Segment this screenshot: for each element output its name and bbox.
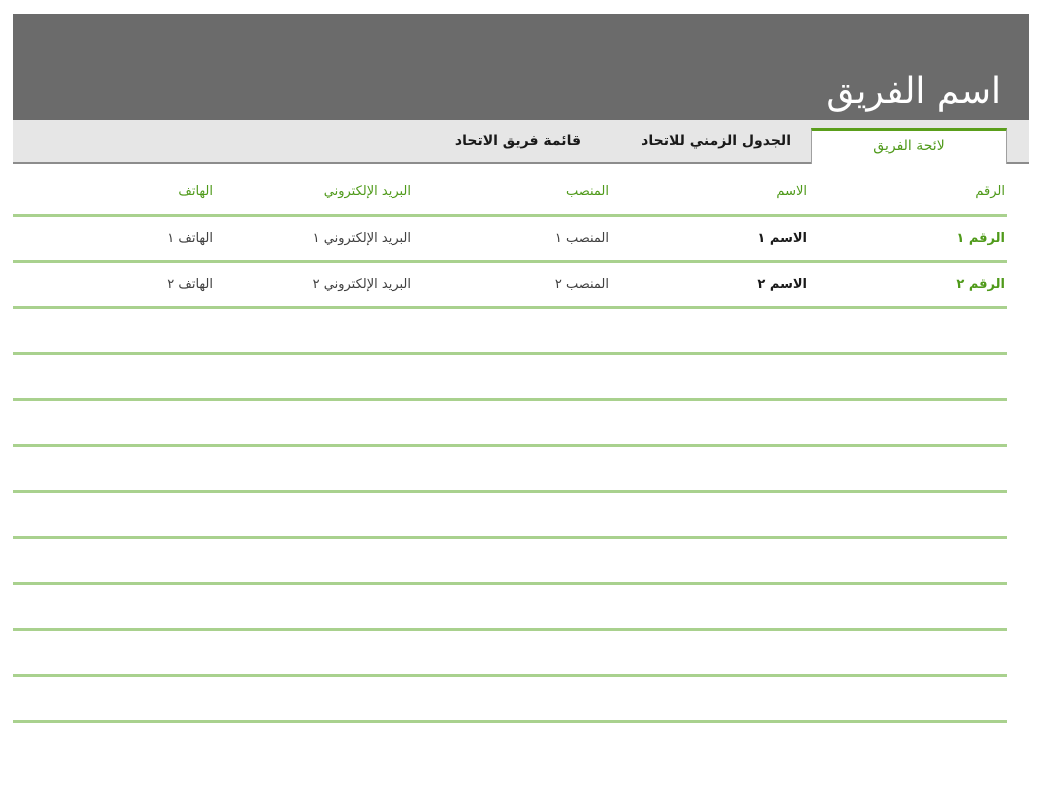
empty-row[interactable]	[13, 631, 1007, 677]
tab-league-team-list[interactable]: قائمة فريق الاتحاد	[454, 133, 581, 149]
roster-table	[13, 170, 1007, 723]
header-name: الاسم	[776, 184, 807, 199]
table-header-row	[13, 170, 1007, 217]
cell-email[interactable]: البريد الإلكتروني ١	[312, 231, 411, 246]
cell-position[interactable]: المنصب ٢	[554, 277, 609, 292]
header-number: الرقم	[975, 184, 1005, 199]
header-email: البريد الإلكتروني	[323, 184, 411, 199]
cell-name[interactable]: الاسم ٢	[757, 277, 807, 292]
empty-row[interactable]	[13, 585, 1007, 631]
cell-name[interactable]: الاسم ١	[757, 231, 807, 246]
empty-row[interactable]	[13, 355, 1007, 401]
team-title[interactable]: اسم الفريق	[826, 71, 1001, 112]
empty-row[interactable]	[13, 539, 1007, 585]
cell-email[interactable]: البريد الإلكتروني ٢	[312, 277, 411, 292]
team-header	[13, 14, 1029, 120]
cell-number[interactable]: الرقم ١	[956, 231, 1005, 246]
tab-league-schedule[interactable]: الجدول الزمني للاتحاد	[641, 133, 791, 149]
cell-phone[interactable]: الهاتف ١	[167, 231, 213, 246]
header-phone: الهاتف	[178, 184, 213, 199]
empty-row[interactable]	[13, 447, 1007, 493]
empty-row[interactable]	[13, 493, 1007, 539]
sheet-tabs	[13, 120, 1029, 164]
cell-position[interactable]: المنصب ١	[554, 231, 609, 246]
cell-number[interactable]: الرقم ٢	[956, 277, 1005, 292]
cell-phone[interactable]: الهاتف ٢	[167, 277, 213, 292]
table-row	[13, 217, 1007, 263]
header-position: المنصب	[565, 184, 609, 199]
tab-team-roster[interactable]: لائحة الفريق	[811, 128, 1007, 164]
empty-row[interactable]	[13, 401, 1007, 447]
empty-row[interactable]	[13, 677, 1007, 723]
table-row	[13, 263, 1007, 309]
empty-row[interactable]	[13, 309, 1007, 355]
